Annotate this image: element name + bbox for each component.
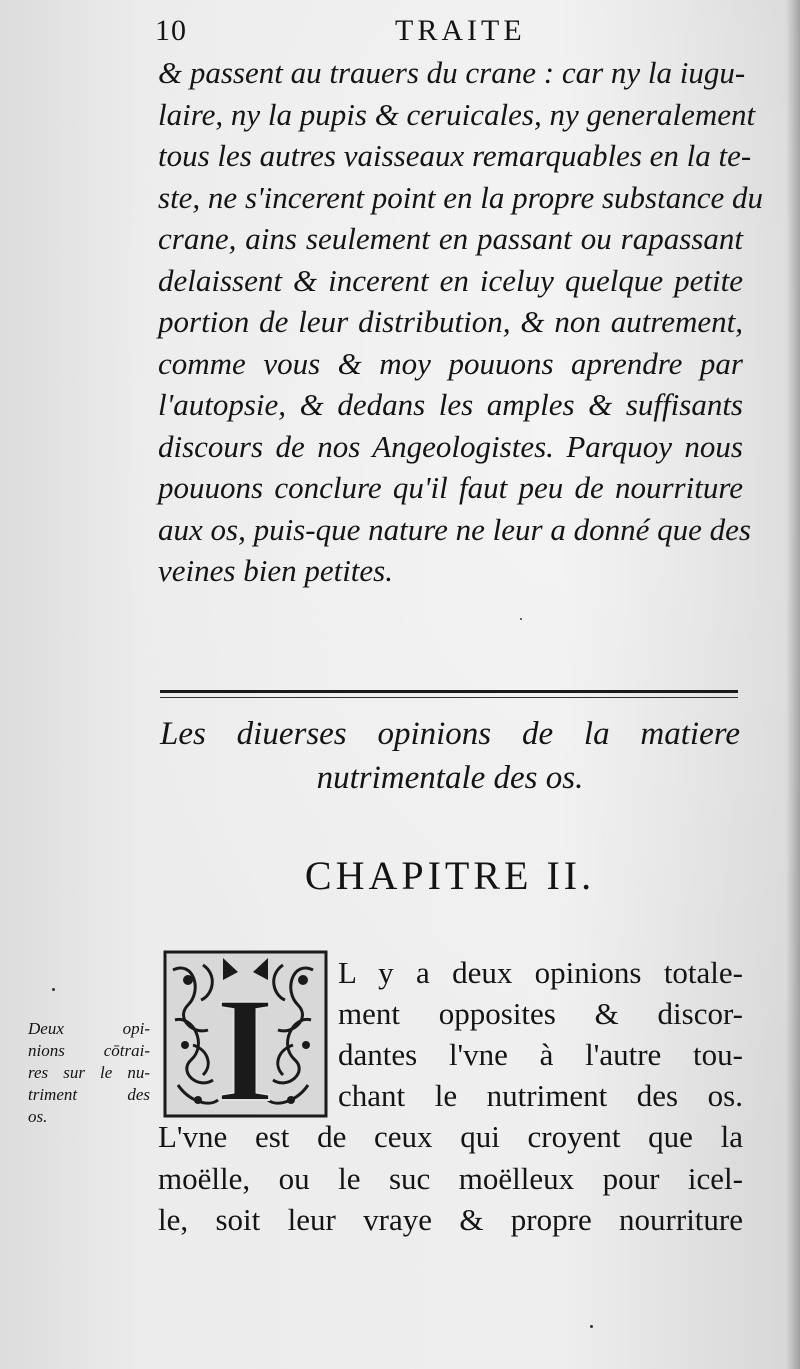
margin-note-line: nions cōtrai-	[28, 1041, 150, 1060]
text-line: L y a deux opinions totale-	[338, 955, 743, 990]
ink-speck	[52, 988, 55, 991]
running-title: TRAITE	[395, 14, 526, 47]
text-line: ment opposites & discor-	[338, 996, 743, 1031]
text-line: tous les autres vaisseaux remarquables en la te-	[158, 138, 752, 173]
text-line: aux os, puis-que nature ne leur a donné que des	[158, 511, 751, 547]
drop-cap-letter: I	[215, 967, 275, 1118]
section-title-line-1: Les diuerses opinions de la matiere	[160, 716, 740, 752]
text-line: ste, ne s'incerent point en la propre substance du	[158, 179, 763, 215]
drop-cap-ornament	[163, 950, 328, 1118]
margin-note-line: os.	[28, 1107, 48, 1126]
ornamental-initial-icon	[163, 950, 328, 1118]
text-line: le, soit leur vraye & propre nourriture	[158, 1202, 743, 1237]
chapter-heading: CHAPITRE II.	[304, 853, 596, 898]
text-line: delaissent & incerent en iceluy quelque petite	[158, 262, 743, 298]
page-edge-shadow	[786, 0, 800, 1369]
text-line: L'vne est de ceux qui croyent que la	[158, 1119, 743, 1154]
text-line: pouuons conclure qu'il faut peu de nourriture	[158, 470, 743, 505]
text-line: portion de leur distribution, & non autrement,	[158, 304, 743, 339]
text-line: & passent au trauers du crane : car ny la iugu-	[158, 55, 746, 90]
margin-note-line: Deux opi-	[28, 1019, 150, 1038]
italic-paragraph	[158, 52, 763, 592]
page-header	[155, 14, 735, 54]
text-line: comme vous & moy pouuons aprendre par	[158, 345, 743, 381]
ink-speck	[520, 618, 522, 620]
text-line: moëlle, ou le suc moëlleux pour icel-	[158, 1160, 743, 1196]
text-line: crane, ains seulement en passant ou rapassant	[158, 221, 743, 256]
text-line: l'autopsie, & dedans les amples & suffisants	[158, 387, 743, 422]
chapter-body-lines	[158, 1116, 743, 1241]
margin-note-line: res sur le nu-	[28, 1063, 150, 1082]
text-line: discours de nos Angeologistes. Parquoy nous	[158, 428, 743, 464]
text-line: veines bien petites.	[158, 553, 393, 588]
margin-note	[28, 1018, 150, 1128]
chapter-opening-lines	[338, 952, 743, 1116]
page-number: 10	[155, 14, 187, 47]
margin-note-line: triment des	[28, 1085, 150, 1104]
text-line: chant le nutriment des os.	[338, 1078, 743, 1113]
section-title	[160, 712, 740, 800]
text-line: laire, ny la pupis & ceruicales, ny generalement	[158, 96, 756, 132]
section-title-line-2: nutrimentale des os.	[316, 760, 584, 796]
text-line: dantes l'vne à l'autre tou-	[338, 1037, 743, 1072]
section-divider	[160, 690, 738, 693]
ink-speck	[590, 1325, 593, 1328]
section-divider-thin	[160, 697, 738, 698]
